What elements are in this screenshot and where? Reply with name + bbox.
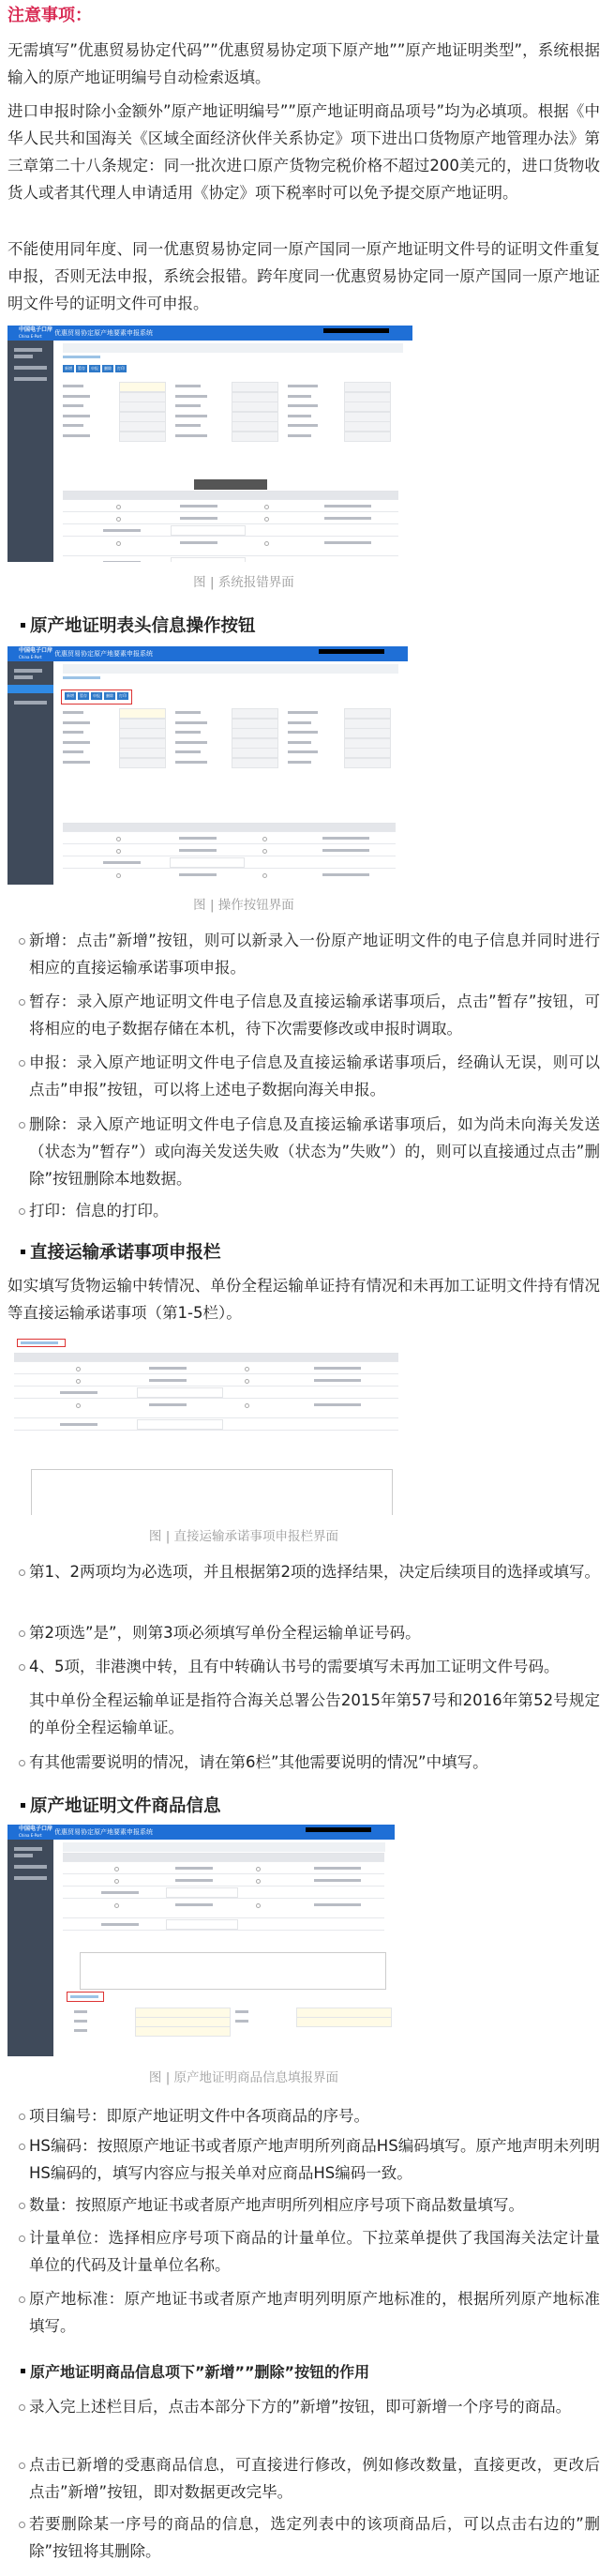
section-heading: [21, 1239, 600, 1266]
option-label: [322, 837, 369, 840]
list-item: 项目编号：即原产地证明文件中各项商品的序号。: [29, 2102, 600, 2129]
radio-option: [256, 1903, 261, 1908]
goods-field-label: [235, 2010, 248, 2013]
circle-bullet-icon: [19, 999, 25, 1006]
form-field: [232, 728, 278, 738]
radio-option: [262, 849, 267, 854]
form-field: [344, 728, 391, 738]
commitment-table: [63, 491, 398, 562]
app-logo: [19, 326, 52, 340]
form-label: [63, 395, 90, 398]
option-label: [322, 873, 369, 876]
form-field: [232, 432, 278, 442]
figure-caption: 图 | 操作按钮界面: [193, 898, 294, 913]
list-item: 第2项选”是”，则第3项必须填写单份全程运输单证号码。: [29, 1619, 600, 1646]
list-item: 计量单位：选择相应序号项下商品的计量单位。下拉菜单提供了我国海关法定计量单位的代码及计量单位名称。: [29, 2224, 600, 2279]
radio-option: [114, 1879, 119, 1884]
table-row: [63, 1874, 384, 1887]
row-input: [137, 1387, 223, 1398]
logo-text: 中国电子口岸: [19, 1826, 53, 1832]
table-row: [63, 556, 398, 562]
form-label: [63, 761, 90, 764]
row-label: [101, 1923, 139, 1926]
goods-field: [296, 2017, 392, 2027]
table-row: [63, 500, 398, 512]
button-4[interactable]: 删除: [106, 693, 113, 698]
circle-bullet-icon: [19, 938, 25, 945]
list-item: 第1、2两项均为必选项，并且根据第2项的选择结果，决定后续项目的选择或填写。: [29, 1558, 600, 1585]
form-label: [288, 424, 318, 427]
option-label: [324, 517, 371, 520]
table-row: [63, 844, 396, 856]
table-row: [63, 1918, 384, 1931]
tab-bar: [63, 664, 398, 674]
circle-bullet-icon: [19, 2462, 25, 2469]
circle-bullet-icon: [19, 2144, 25, 2150]
screenshot-operation-buttons: [7, 646, 408, 885]
form-field: [344, 392, 391, 402]
radio-option: [264, 505, 269, 509]
list-item: HS编码：按照原产地证书或者原产地声明所列商品HS编码填写。原产地声明未列明HS编码的，填写内容应与报关单对应商品HS编码一致。: [29, 2132, 600, 2187]
table-header: [63, 824, 396, 832]
goods-field-label: [74, 2010, 87, 2013]
radio-option: [116, 517, 121, 522]
circle-bullet-icon: [19, 2296, 25, 2303]
form-label: [288, 731, 318, 734]
form-label: [63, 721, 90, 724]
radio-option: [76, 1403, 81, 1408]
form-field: [344, 719, 391, 729]
commitment-table: [63, 1853, 384, 1931]
row-input: [166, 1887, 238, 1898]
row-label: [103, 561, 141, 562]
option-label: [179, 837, 217, 840]
error-toast: [194, 479, 267, 490]
circle-bullet-icon: [19, 2114, 25, 2120]
option-label: [314, 1903, 361, 1906]
list-item: 若要删除某一序号的商品的信息，选定列表中的该项商品后，可以点击右边的”删除”按钮将其删除。: [29, 2510, 600, 2565]
table-row: [63, 856, 396, 869]
form-field: [344, 421, 391, 432]
form-label: [175, 415, 207, 417]
sidebar-title: [14, 355, 33, 358]
radio-option: [245, 1403, 249, 1408]
form-field: [232, 402, 278, 412]
goods-field-label: [235, 2020, 248, 2023]
table-row: [14, 1374, 398, 1386]
table-row: [14, 1418, 398, 1431]
sidebar-title: [14, 1847, 42, 1851]
form-field: [344, 412, 391, 422]
form-field: [232, 748, 278, 758]
figure-caption: 图 | 原产地证明商品信息填报界面: [148, 2070, 339, 2085]
button-4[interactable]: 删除: [104, 366, 112, 371]
heading-text: 直接运输承诺事项申报栏: [30, 1243, 221, 1263]
form-label: [63, 404, 83, 407]
circle-bullet-icon: [19, 1208, 25, 1215]
form-label: [175, 731, 201, 734]
row-input: [137, 1419, 223, 1430]
radio-option: [116, 837, 121, 841]
figure-caption: 图 | 系统报错界面: [193, 575, 294, 590]
radio-option: [256, 1867, 261, 1871]
form-field: [119, 728, 166, 738]
form-field: [344, 708, 391, 719]
table-row: [63, 1887, 384, 1899]
option-label: [314, 1367, 361, 1370]
button-2[interactable]: 暂存: [78, 366, 85, 371]
form-label: [63, 385, 83, 387]
form-field: [119, 708, 166, 719]
highlight-box: [61, 689, 132, 705]
option-label: [180, 541, 217, 544]
row-input: [166, 1919, 238, 1930]
form-label: [288, 761, 311, 764]
section-intro: 如实填写货物运输中转情况、单份全程运输单证持有情况和未再加工证明文件持有情况等直接运输承诺事项（第1-5栏）。: [7, 1277, 600, 1322]
radio-option: [114, 1867, 119, 1871]
option-label: [314, 1379, 361, 1382]
sidebar-item-query: [14, 377, 47, 381]
form-field: [119, 738, 166, 749]
logo-subtext: China E-Port: [19, 1833, 42, 1838]
form-label: [63, 750, 83, 753]
radio-option: [116, 541, 121, 546]
button-5[interactable]: 打印: [119, 693, 127, 698]
sidebar: [7, 341, 53, 562]
form-field: [344, 402, 391, 412]
notice-title: 注意事项：: [7, 6, 92, 25]
app-header: [7, 1825, 395, 1840]
section-heading: [21, 1793, 600, 1820]
table-header: [14, 1354, 398, 1362]
notice-paragraph: 无需填写”优惠贸易协定代码””优惠贸易协定项下原产地””原产地证明类型”，系统根据输入的原产地证明编号自动检索返填。: [7, 41, 600, 86]
form-label: [175, 404, 201, 407]
option-label: [324, 505, 371, 508]
square-bullet-icon: [21, 1250, 25, 1254]
circle-bullet-icon: [19, 2522, 25, 2528]
form-field: [232, 392, 278, 402]
square-bullet-icon: [21, 2369, 25, 2373]
sidebar: [7, 1840, 53, 2056]
form-field: [344, 738, 391, 749]
list-item: 有其他需要说明的情况，请在第6栏”其他需要说明的情况”中填写。: [29, 1749, 600, 1776]
list-item: 打印：信息的打印。: [29, 1197, 600, 1224]
form-field: [119, 392, 166, 402]
option-label: [180, 517, 217, 520]
button-2[interactable]: 暂存: [80, 693, 87, 698]
figure-caption: 图 | 直接运输承诺事项申报栏界面: [148, 1529, 339, 1544]
app-header: [7, 326, 412, 341]
table-row: [63, 1862, 384, 1874]
form-label: [175, 750, 201, 753]
radio-option: [116, 505, 121, 509]
list-item: 删除：录入原产地证明文件电子信息及直接运输承诺事项后，如为尚未向海关发送（状态为”暂存”）或向海关发送失败（状态为”失败”）的，则可以直接通过点击”删除”按钮删除本地数据。: [29, 1111, 600, 1192]
circle-bullet-icon: [19, 1664, 25, 1671]
form-label: [288, 434, 311, 437]
option-label: [175, 1879, 213, 1882]
section-heading: [21, 613, 600, 640]
row-input: [171, 557, 247, 562]
option-label: [322, 849, 369, 852]
form-label: [175, 761, 207, 764]
main-content: [53, 341, 412, 562]
form-label: [288, 750, 318, 753]
section-heading: [21, 2358, 600, 2386]
table-row: [63, 524, 398, 537]
list-item: 原产地标准：原产地证书或者原产地声明列明原产地标准的，根据所列原产地标准填写。: [29, 2285, 600, 2340]
form-field: [232, 719, 278, 729]
form-label: [63, 731, 83, 734]
tab-bar: [63, 343, 403, 353]
goods-field: [135, 2026, 231, 2037]
square-bullet-icon: [21, 1803, 25, 1808]
app-system-title: 优惠贸易协定原产地要素申报系统: [54, 1828, 153, 1836]
form-field: [344, 432, 391, 442]
form-field: [232, 758, 278, 768]
list-item: 数量：按照原产地证书或者原产地声明所列相应序号项下商品数量填写。: [29, 2191, 600, 2219]
button-3[interactable]: 申报: [93, 693, 100, 698]
form-field: [119, 432, 166, 442]
sidebar-item-entry: [14, 366, 47, 370]
tab-bar: [63, 1842, 385, 1852]
other-notes-textarea: [80, 1952, 386, 1990]
form-field: [119, 402, 166, 412]
option-label: [179, 873, 217, 876]
form-field: [119, 421, 166, 432]
list-item-continuation: 其中单份全程运输单证是指符合海关总署公告2015年第57号和2016年第52号规定的单份全程运输单证。: [29, 1691, 600, 1736]
table-row: [63, 1899, 384, 1918]
form-field: [232, 382, 278, 392]
redacted-user-info: [306, 1827, 371, 1832]
table-row: [63, 537, 398, 556]
circle-bullet-icon: [19, 1122, 25, 1129]
radio-option: [245, 1367, 249, 1371]
goods-field-label: [74, 2029, 87, 2032]
redacted-user-info: [323, 328, 389, 333]
form-label: [288, 415, 311, 417]
notice-paragraph: 不能使用同年度、同一优惠贸易协定同一原产国同一原产地证明文件号的证明文件重复申报，否则无法申报，系统会报错。跨年度同一优惠贸易协定同一原产国同一原产地证明文件号的证明文件可申报。: [7, 240, 600, 312]
form-label: [288, 741, 311, 744]
radio-option: [114, 1903, 119, 1908]
radio-option: [116, 849, 121, 854]
sidebar: [7, 661, 53, 885]
sidebar-item-entry: [14, 1865, 47, 1869]
form-label: [288, 711, 318, 714]
app-logo: [19, 1826, 52, 1839]
main-content: [53, 1840, 395, 2056]
row-label: [101, 1891, 139, 1894]
form-label: [63, 415, 90, 417]
option-label: [175, 1903, 213, 1906]
goods-field-label: [74, 2020, 87, 2023]
radio-option: [116, 873, 121, 878]
sidebar-item-entry: [7, 685, 53, 693]
form-label: [175, 741, 207, 744]
circle-bullet-icon: [19, 2235, 25, 2242]
circle-bullet-icon: [19, 1630, 25, 1637]
form-label: [175, 711, 201, 714]
circle-bullet-icon: [19, 2404, 25, 2411]
screenshot-direct-transport: [14, 1337, 398, 1515]
logo-subtext: China E-Port: [19, 655, 42, 659]
form-label: [288, 395, 311, 398]
form-label: [175, 395, 207, 398]
list-item: 4、5项，非港澳中转，且有中转确认书号的需要填写未再加工证明文件号码。: [29, 1653, 600, 1680]
option-label: [175, 1867, 213, 1870]
table-header: [63, 1854, 384, 1862]
radio-option: [262, 873, 267, 878]
screenshot-goods-info: [7, 1825, 395, 2056]
form-field: [232, 738, 278, 749]
option-label: [149, 1379, 187, 1382]
form-field: [344, 748, 391, 758]
sidebar-title: [14, 348, 42, 352]
form-label: [175, 721, 207, 724]
goods-section-label: [70, 1995, 98, 1998]
row-input: [171, 525, 247, 536]
app-system-title: 优惠贸易协定原产地要素申报系统: [54, 329, 153, 337]
radio-option: [76, 1367, 81, 1371]
form-field: [344, 382, 391, 392]
button-3[interactable]: 申报: [91, 366, 98, 371]
radio-option: [76, 1379, 81, 1384]
row-label: [60, 1423, 97, 1426]
radio-option: [245, 1379, 249, 1384]
table-row: [14, 1386, 398, 1399]
heading-text: 原产地证明商品信息项下”新增””删除”按钮的作用: [30, 2363, 370, 2381]
radio-option: [264, 541, 269, 546]
table-row: [14, 1362, 398, 1374]
sidebar-item-query: [14, 701, 47, 705]
section-label: [21, 1341, 58, 1344]
form-field: [232, 412, 278, 422]
header-button-group: [63, 365, 127, 372]
row-label: [103, 529, 141, 532]
table-row: [63, 512, 398, 524]
form-label: [175, 424, 201, 427]
form-label: [288, 404, 318, 407]
option-label: [180, 505, 217, 508]
option-label: [149, 1403, 187, 1406]
section-label: [63, 676, 100, 679]
table-row: [63, 832, 396, 844]
option-label: [324, 541, 371, 544]
form-field: [344, 758, 391, 768]
app-logo: [19, 647, 52, 660]
table-row: [14, 1399, 398, 1418]
table-row: [63, 869, 396, 885]
button-1[interactable]: 新增: [65, 366, 72, 371]
screenshot-system-error: [7, 326, 412, 562]
app-header: [7, 646, 408, 661]
option-label: [314, 1867, 361, 1870]
list-item: 申报：录入原产地证明文件电子信息及直接运输承诺事项后，经确认无误，则可以点击”申报”按钮，可以将上述电子数据向海关申报。: [29, 1049, 600, 1103]
form-field: [232, 421, 278, 432]
circle-bullet-icon: [19, 2203, 25, 2209]
notice-paragraph: 进口申报时除小金额外”原产地证明编号””原产地证明商品项号”均为必填项。根据《中华人民共和国海关《区域全面经济伙伴关系协定》项下进出口货物原产地管理办法》第三章第二十八条规定：同一批次进口原产货物完税价格不超过200美元的，进口货物收货人或者其代理人申请适用《协定》项下税率时可以免予提交原产地证明。: [7, 102, 600, 202]
option-label: [314, 1403, 361, 1406]
commitment-table: [63, 823, 396, 885]
radio-option: [264, 517, 269, 522]
row-input: [170, 857, 245, 868]
option-label: [314, 1879, 361, 1882]
button-1[interactable]: 新增: [67, 693, 74, 698]
circle-bullet-icon: [19, 1569, 25, 1576]
circle-bullet-icon: [19, 1760, 25, 1766]
other-notes-textarea: [31, 1469, 393, 1515]
option-label: [179, 849, 217, 852]
radio-option: [256, 1879, 261, 1884]
logo-text: 中国电子口岸: [19, 647, 53, 654]
list-item: 新增：点击”新增”按钮，则可以新录入一份原产地证明文件的电子信息并同时进行相应的直接运输承诺事项申报。: [29, 927, 600, 981]
form-field: [119, 382, 166, 392]
form-field: [232, 708, 278, 719]
heading-text: 原产地证明表头信息操作按钮: [30, 616, 256, 636]
form-label: [175, 385, 201, 387]
sidebar-title: [14, 1854, 33, 1857]
list-item: 点击已新增的受惠商品信息，可直接进行修改，例如修改数量，直接更改，更改后点击”新增”按钮，即对数据更改完毕。: [29, 2451, 600, 2506]
button-5[interactable]: 打印: [117, 366, 125, 371]
sidebar-title: [14, 669, 42, 673]
form-label: [63, 711, 83, 714]
logo-text: 中国电子口岸: [19, 326, 53, 333]
form-field: [119, 719, 166, 729]
circle-bullet-icon: [19, 1060, 25, 1067]
redacted-user-info: [319, 649, 384, 654]
row-label: [103, 861, 141, 864]
heading-text: 原产地证明文件商品信息: [30, 1796, 221, 1816]
list-item: 暂存：录入原产地证明文件电子信息及直接运输承诺事项后，点击”暂存”按钮，可将相应的电子数据存储在本机，待下次需要修改或申报时调取。: [29, 988, 600, 1042]
logo-subtext: China E-Port: [19, 334, 42, 339]
section-label: [63, 356, 100, 358]
commitment-table: [14, 1353, 398, 1431]
form-field: [119, 748, 166, 758]
option-label: [149, 1367, 187, 1370]
form-label: [63, 424, 83, 427]
main-content: [53, 661, 408, 885]
square-bullet-icon: [21, 623, 25, 628]
form-label: [175, 434, 207, 437]
form-field: [119, 412, 166, 422]
app-system-title: 优惠贸易协定原产地要素申报系统: [54, 650, 153, 658]
radio-option: [262, 837, 267, 841]
sidebar-item-query: [14, 1876, 47, 1880]
form-label: [63, 741, 90, 744]
form-field: [119, 758, 166, 768]
form-label: [288, 721, 311, 724]
form-label: [288, 385, 318, 387]
sidebar-title: [14, 675, 33, 679]
table-header: [63, 492, 398, 500]
list-item: 录入完上述栏目后，点击本部分下方的”新增”按钮，即可新增一个序号的商品。: [29, 2393, 600, 2420]
form-label: [63, 434, 90, 437]
row-label: [60, 1391, 97, 1394]
